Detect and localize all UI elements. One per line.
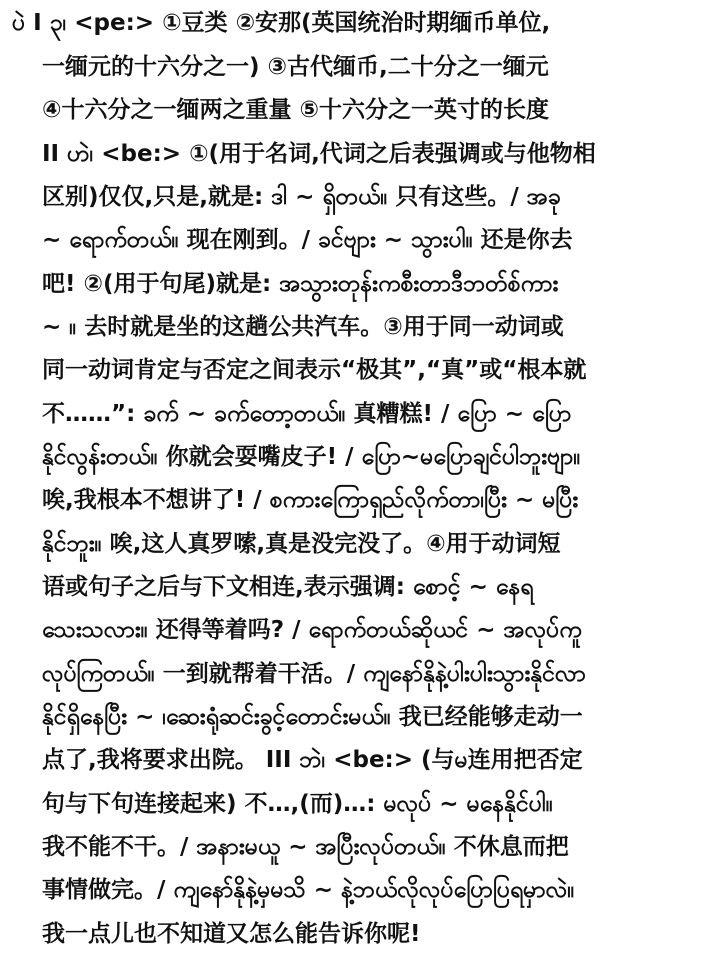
entry-line-7: 吧! ②(用于句尾)就是: အသွားတုန်းကစီးတာဒီဘတ်စ်ကား	[42, 271, 559, 297]
entry-line-16: လုပ်ကြတယ်။ 一到就帮着干活。/ ကျနော်နိုနဲ့ပါးပါးသွားနိုင်လာ	[42, 661, 586, 687]
entry-line-21: 事情做完。/ ကျနော်နိုနဲ့မှမသိ ~ နဲ့ဘယ်လိုလုပ်ပြောပြရမှာလဲ။	[42, 877, 575, 903]
entry-line-11: နိုင်လွန်းတယ်။ 你就会耍嘴皮子! / ပြော~မပြောချင်ပါဘူးဗျာ။	[42, 444, 581, 470]
entry-line-15: သေးသလား။ 还得等着吗? / ရောက်တယ်ဆိုယင် ~ အလုပ်ကူ	[42, 617, 582, 643]
entry-line-19: 句与下句连接起来) 不…,(而)…: မလုပ် ~ မနေနိုင်ပါ။	[42, 791, 553, 817]
entry-line-10: 不……”: ခက် ~ ခက်တော့တယ်။ 真糟糕! / ပြော ~ ပြော	[42, 401, 572, 427]
entry-line-9: 同一动词肯定与否定之间表示“极其”,“真”或“根本就	[42, 357, 587, 383]
entry-line-12: 唉,我根本不想讲了! / စကားကြောရှည်လိုက်တာ၊ပြီး ~ မပြီး	[42, 487, 579, 513]
entry-line-18: 点了,我将要求出院。 III ဘဲ၊ <be:> (与မ连用把否定	[42, 747, 583, 773]
entry-line-13: နိုင်ဘူး။ 唉,这人真罗嗦,真是没完没了。④用于动词短	[42, 531, 561, 557]
entry-line-17: နိုင်ရှိနေပြီး ~ ၊ဆေးရုံဆင်းခွင့်တောင်းမယ်။ 我已经能够走动一	[42, 704, 583, 730]
entry-line-14: 语或句子之后与下文相连,表示强调: စောင့် ~ နေရ	[42, 574, 534, 600]
entry-line-5: 区别)仅仅,只是,就是: ဒါ ~ ရှိတယ်။ 只有这些。/ အခု	[42, 184, 561, 210]
entry-line-2: 一缅元的十六分之一) ③古代缅币,二十分之一缅元	[42, 54, 549, 80]
entry-line-3: ④十六分之一缅两之重量 ⑤十六分之一英寸的长度	[42, 97, 549, 123]
entry-line-6: ~ ရောက်တယ်။ 现在刚到。/ ခင်ဗျား ~ သွားပါ။ 还是你去	[42, 227, 573, 253]
entry-line-4: II ဟဲ၊ <be:> ①(用于名词,代词之后表强调或与他物相	[42, 141, 596, 167]
entry-line-22: 我一点儿也不知道又怎么能告诉你呢!	[42, 921, 421, 947]
entry-line-8: ~ ။ 去时就是坐的这趟公共汽车。③用于同一动词或	[42, 314, 564, 340]
entry-line-1: ပဲ I ၃၊ <pe:> ①豆类 ②安那(英国统治时期缅币单位,	[12, 10, 551, 36]
entry-line-20: 我不能不干。/ အနားမယူ ~ အပြီးလုပ်တယ်။ 不休息而把	[42, 834, 569, 860]
